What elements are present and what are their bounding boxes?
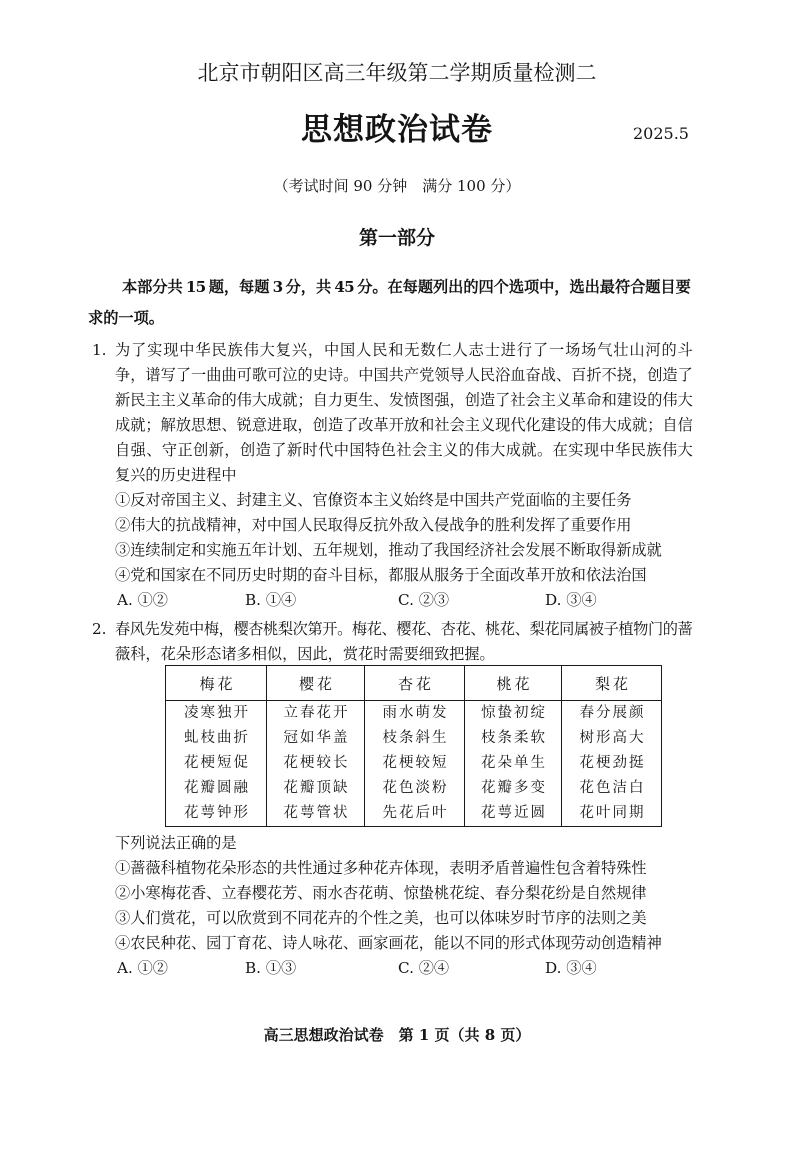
choice-d: D. ③④ (545, 590, 597, 609)
table-cell: 花梗较短 (365, 751, 465, 776)
table-cell: 花色洁白 (562, 776, 662, 801)
table-cell: 花瓣多变 (465, 776, 562, 801)
question-2 (92, 617, 692, 667)
question-2-options (115, 831, 692, 981)
question-2-stem (115, 617, 692, 667)
choice-d: D. ③④ (545, 958, 597, 977)
table-header-cell: 杏花 (365, 666, 465, 701)
table-row (166, 751, 662, 776)
instructions-line: 本部分共 15 题，每题 3 分，共 45 分。在每题列出的四个选项中，选出最符合题目要 (122, 277, 690, 296)
table-cell: 先花后叶 (365, 801, 465, 827)
exam-info: （考试时间 90 分钟 满分 100 分） (273, 177, 521, 195)
table-header-cell: 梅花 (166, 666, 267, 701)
question-number: 2. (92, 619, 107, 638)
table-cell: 枝条斜生 (365, 726, 465, 751)
table-cell: 花色淡粉 (365, 776, 465, 801)
choice-c: C. ②④ (398, 958, 450, 977)
question-1-statement-3: ③连续制定和实施五年计划、五年规划，推动了我国经济社会发展不断取得新成就 (115, 540, 662, 559)
choice-b: B. ①④ (245, 590, 297, 609)
choice-c: C. ②③ (398, 590, 450, 609)
table-cell: 冠如华盖 (267, 726, 365, 751)
table-row (166, 726, 662, 751)
table-cell: 枝条柔软 (465, 726, 562, 751)
table-row (166, 776, 662, 801)
table-cell: 花梗较长 (267, 751, 365, 776)
question-1-stem-line: 成就；解放思想、锐意进取，创造了改革开放和社会主义现代化建设的伟大成就；自信 (115, 415, 692, 434)
question-1 (92, 338, 692, 613)
table-cell: 花瓣圆融 (166, 776, 267, 801)
question-1-stem-line: 复兴的历史进程中 (115, 465, 237, 484)
question-2-statement-4: ④农民种花、园丁育花、诗人咏花、画家画花，能以不同的形式体现劳动创造精神 (115, 933, 662, 952)
table-cell: 花梗短促 (166, 751, 267, 776)
question-number: 1. (92, 340, 107, 359)
question-2-stem-line: 薇科，花朵形态诸多相似，因此，赏花时需要细致把握。 (115, 644, 495, 663)
table-cell: 花叶同期 (562, 801, 662, 827)
table-header-row (166, 666, 662, 701)
table-cell: 花瓣顶缺 (267, 776, 365, 801)
part-instructions (88, 272, 690, 334)
table-row (166, 801, 662, 827)
question-1-statement-4: ④党和国家在不同历史时期的奋斗目标，都服从服务于全面改革开放和依法治国 (115, 565, 647, 584)
table-cell: 立春花开 (267, 701, 365, 727)
question-1-stem-line: 新民主主义革命的伟大成就；自力更生、发愤图强，创造了社会主义革命和建设的伟大 (115, 390, 692, 409)
table-cell: 花萼管状 (267, 801, 365, 827)
question-2-stem-line: 春风先发苑中梅，樱杏桃梨次第开。梅花、樱花、杏花、桃花、梨花同属被子植物门的蔷 (115, 619, 692, 638)
part-heading: 第一部分 (358, 227, 435, 249)
table-cell: 虬枝曲折 (166, 726, 267, 751)
table-cell: 花朵单生 (465, 751, 562, 776)
question-1-body (115, 338, 692, 613)
table-cell: 花梗劲挺 (562, 751, 662, 776)
table-cell: 凌寒独开 (166, 701, 267, 727)
question-2-statement-2: ②小寒梅花香、立春樱花芳、雨水杏花萌、惊蛰桃花绽、春分梨花纷是自然规律 (115, 883, 647, 902)
question-1-stem-line: 为了实现中华民族伟大复兴，中国人民和无数仁人志士进行了一场场气壮山河的斗 (115, 340, 692, 359)
choice-a: A. ①② (117, 590, 168, 609)
choice-b: B. ①③ (245, 958, 297, 977)
table-cell: 花萼近圆 (465, 801, 562, 827)
table-row (166, 701, 662, 727)
table-header-cell: 桃花 (465, 666, 562, 701)
question-1-statement-1: ①反对帝国主义、封建主义、官僚资本主义始终是中国共产党面临的主要任务 (115, 490, 632, 509)
table-cell: 惊蛰初绽 (465, 701, 562, 727)
table-cell: 树形高大 (562, 726, 662, 751)
choice-a: A. ①② (117, 958, 168, 977)
question-1-stem-line: 自强、守正创新，创造了新时代中国特色社会主义的伟大成就。在实现中华民族伟大 (115, 440, 692, 459)
table-cell: 花萼钟形 (166, 801, 267, 827)
table-header-cell: 樱花 (267, 666, 365, 701)
table-cell: 雨水萌发 (365, 701, 465, 727)
question-1-choices (115, 588, 692, 613)
exam-name: 北京市朝阳区高三年级第二学期质量检测二 (197, 61, 597, 85)
question-2-prompt: 下列说法正确的是 (115, 833, 237, 852)
question-2-statement-1: ①蔷薇科植物花朵形态的共性通过多种花卉体现，表明矛盾普遍性包含着特殊性 (115, 858, 647, 877)
table-cell: 春分展颜 (562, 701, 662, 727)
page-footer: 高三思想政治试卷 第 1 页（共 8 页） (263, 1026, 531, 1044)
exam-date: 2025.5 (633, 124, 689, 143)
question-2-choices (115, 956, 692, 981)
question-1-stem-line: 争，谱写了一曲曲可歌可泣的史诗。中国共产党领导人民浴血奋战、百折不挠，创造了 (115, 365, 692, 384)
flower-comparison-table (165, 665, 662, 827)
instructions-line: 求的一项。 (88, 308, 164, 327)
table-header-cell: 梨花 (562, 666, 662, 701)
question-1-statement-2: ②伟大的抗战精神，对中国人民取得反抗外敌入侵战争的胜利发挥了重要作用 (115, 515, 632, 534)
subject-title: 思想政治试卷 (301, 112, 493, 148)
question-2-statement-3: ③人们赏花，可以欣赏到不同花卉的个性之美，也可以体味岁时节序的法则之美 (115, 908, 647, 927)
